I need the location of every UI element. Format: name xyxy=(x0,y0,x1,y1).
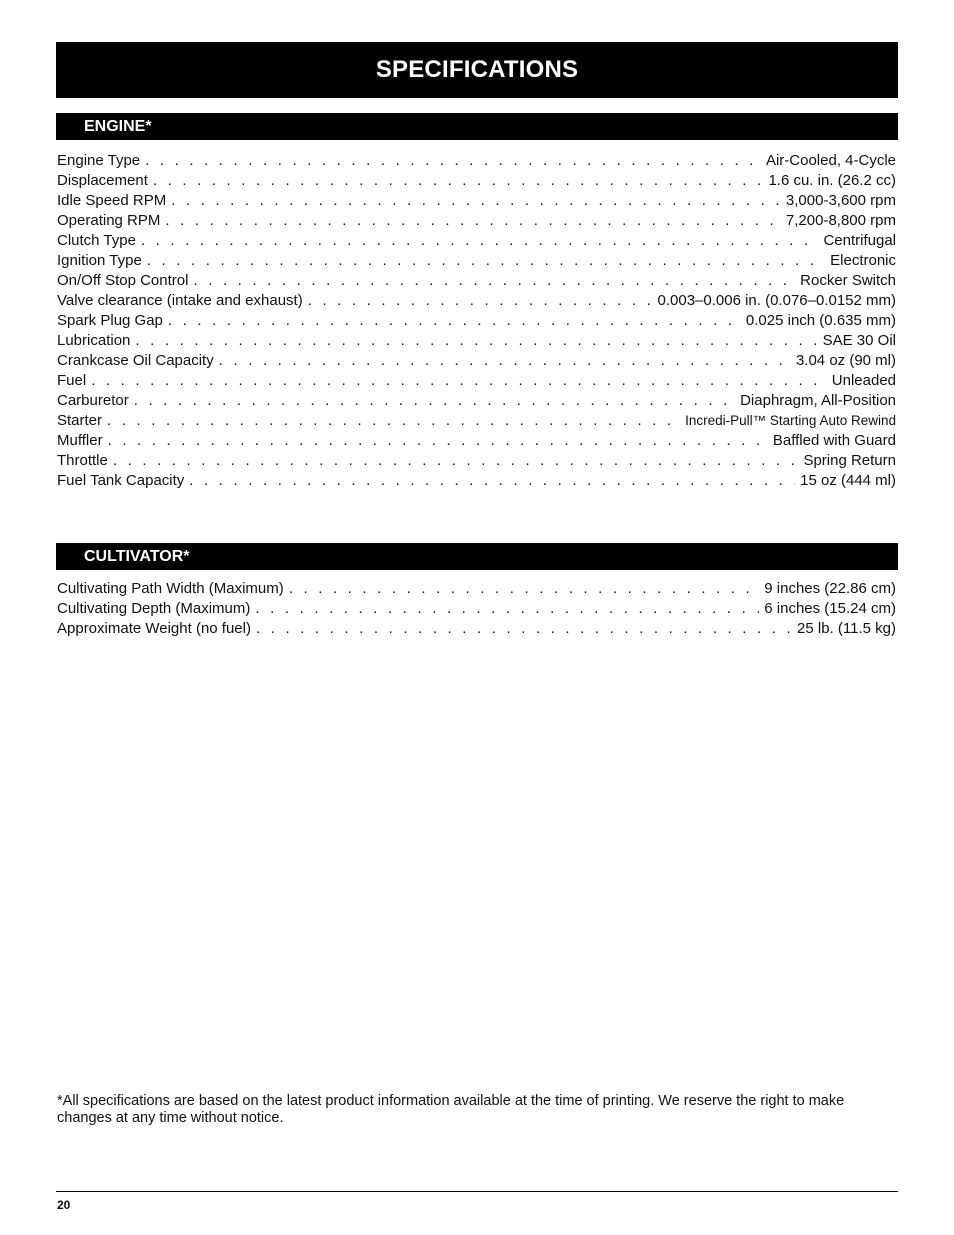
spec-value: Baffled with Guard xyxy=(772,432,896,449)
cultivator-spec-list xyxy=(57,579,896,639)
dot-leader xyxy=(147,251,825,271)
spec-value: Unleaded xyxy=(831,372,896,389)
spec-value: 3.04 oz (90 ml) xyxy=(795,352,896,369)
spec-label: Clutch Type xyxy=(57,232,136,249)
cultivator-section-heading: CULTIVATOR* xyxy=(56,543,898,570)
spec-label: Starter xyxy=(57,412,103,429)
spec-value: 9 inches (22.86 cm) xyxy=(764,580,896,597)
spec-value: 0.003–0.006 in. (0.076–0.0152 mm) xyxy=(657,292,896,309)
spec-row-cultivating-depth xyxy=(57,599,896,619)
spec-row-clutch-type xyxy=(57,231,896,251)
spec-value: Air-Cooled, 4-Cycle xyxy=(765,152,896,169)
dot-leader xyxy=(134,391,735,411)
spec-row-path-width xyxy=(57,579,896,599)
spec-label: Spark Plug Gap xyxy=(57,312,163,329)
spec-row-lubrication xyxy=(57,331,896,351)
footer-divider xyxy=(56,1191,898,1192)
spec-label: Displacement xyxy=(57,172,148,189)
spec-value: Rocker Switch xyxy=(800,272,896,289)
dot-leader xyxy=(256,619,792,639)
spec-row-engine-type xyxy=(57,151,896,171)
spec-label: Ignition Type xyxy=(57,252,142,269)
spec-row-fuel-tank xyxy=(57,471,896,491)
dot-leader xyxy=(219,351,791,371)
spec-label: Throttle xyxy=(57,452,108,469)
specifications-footnote: *All specifications are based on the latest product information available at the time of printing. We reserve the right to make changes at any time without notice. xyxy=(57,1093,845,1126)
dot-leader xyxy=(107,411,680,431)
engine-spec-list xyxy=(57,151,896,491)
spec-label: Crankcase Oil Capacity xyxy=(57,352,214,369)
spec-row-oil-capacity xyxy=(57,351,896,371)
spec-value: Centrifugal xyxy=(823,232,896,249)
spec-label: Muffler xyxy=(57,432,103,449)
dot-leader xyxy=(171,191,781,211)
spec-row-muffler xyxy=(57,431,896,451)
spec-label: Idle Speed RPM xyxy=(57,192,167,209)
spec-label: Engine Type xyxy=(57,152,141,169)
spec-label: Valve clearance (intake and exhaust) xyxy=(57,292,303,309)
spec-value: 15 oz (444 ml) xyxy=(800,472,896,489)
spec-label: Cultivating Path Width (Maximum) xyxy=(57,580,284,597)
spec-row-spark-plug-gap xyxy=(57,311,896,331)
spec-value: Electronic xyxy=(830,252,896,269)
spec-row-fuel xyxy=(57,371,896,391)
spec-row-throttle xyxy=(57,451,896,471)
spec-row-stop-control xyxy=(57,271,896,291)
spec-value: 7,200-8,800 rpm xyxy=(785,212,896,229)
page-title: SPECIFICATIONS xyxy=(56,42,898,98)
spec-value: 6 inches (15.24 cm) xyxy=(764,600,896,617)
spec-label: Lubrication xyxy=(57,332,131,349)
spec-value: 3,000-3,600 rpm xyxy=(785,192,896,209)
spec-row-carburetor xyxy=(57,391,896,411)
spec-row-starter xyxy=(57,411,896,431)
spec-row-weight xyxy=(57,619,896,639)
dot-leader xyxy=(193,271,795,291)
dot-leader xyxy=(255,599,759,619)
dot-leader xyxy=(113,451,799,471)
dot-leader xyxy=(108,431,768,451)
engine-section-heading: ENGINE* xyxy=(56,113,898,140)
spec-value: Incredi-Pull™ Starting Auto Rewind xyxy=(685,413,896,428)
spec-value: 25 lb. (11.5 kg) xyxy=(797,620,896,637)
spec-value: Spring Return xyxy=(803,452,896,469)
dot-leader xyxy=(91,371,827,391)
spec-label: Approximate Weight (no fuel) xyxy=(57,620,251,637)
dot-leader xyxy=(153,171,764,191)
spec-label: Carburetor xyxy=(57,392,129,409)
spec-value: 1.6 cu. in. (26.2 cc) xyxy=(768,172,896,189)
dot-leader xyxy=(308,291,653,311)
dot-leader xyxy=(189,471,795,491)
spec-label: Cultivating Depth (Maximum) xyxy=(57,600,251,617)
spec-label: Fuel xyxy=(57,372,87,389)
dot-leader xyxy=(135,331,817,351)
page-number: 20 xyxy=(57,1198,71,1212)
spec-row-ignition-type xyxy=(57,251,896,271)
spec-row-idle-speed xyxy=(57,191,896,211)
spec-value: SAE 30 Oil xyxy=(822,332,896,349)
spec-row-valve-clearance xyxy=(57,291,896,311)
dot-leader xyxy=(165,211,781,231)
spec-row-displacement xyxy=(57,171,896,191)
spec-value: Diaphragm, All-Position xyxy=(740,392,896,409)
dot-leader xyxy=(145,151,761,171)
spec-label: On/Off Stop Control xyxy=(57,272,189,289)
spec-row-operating-rpm xyxy=(57,211,896,231)
dot-leader xyxy=(168,311,741,331)
spec-label: Operating RPM xyxy=(57,212,161,229)
spec-value: 0.025 inch (0.635 mm) xyxy=(745,312,896,329)
dot-leader xyxy=(289,579,760,599)
dot-leader xyxy=(141,231,819,251)
spec-label: Fuel Tank Capacity xyxy=(57,472,185,489)
